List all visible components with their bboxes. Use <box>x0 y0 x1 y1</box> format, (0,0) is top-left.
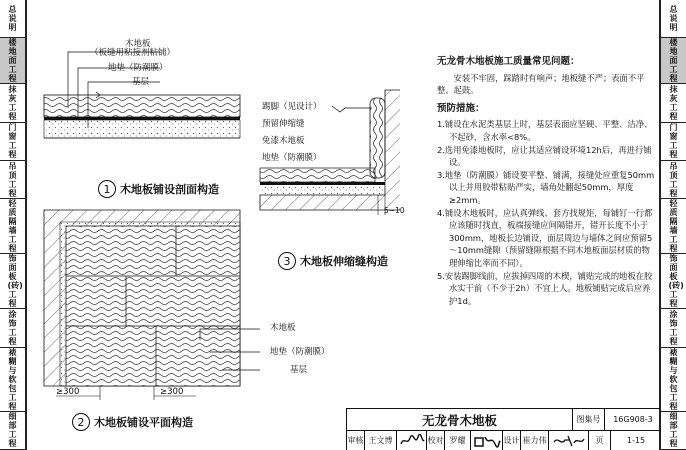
fig2-label-base: 基层 <box>290 365 308 375</box>
measure-item: 2.选用免漆地板时，应让其适应铺设环境12h后，再进行铺设。 <box>437 144 652 168</box>
fig3-label-board: 免漆木地板 <box>262 136 305 146</box>
right-tab[interactable] <box>660 0 686 38</box>
fig3-dim: 5~10 <box>384 206 405 215</box>
right-section-tabs <box>660 0 686 450</box>
right-tab-label: 总说明 <box>669 5 678 33</box>
fig3-caption <box>278 252 388 270</box>
review-signature <box>397 431 427 450</box>
design-name: 崔力伟 <box>521 431 549 450</box>
fig1-label-board: 木地板 <box>125 39 151 49</box>
right-tab[interactable] <box>660 412 686 450</box>
right-tab-label: 饰面板(砖)工程 <box>668 254 684 309</box>
fig3-label-pad: 地垫（防潮膜） <box>262 153 322 163</box>
left-tab-label: 细部工程 <box>8 412 17 449</box>
fig2-caption-text: 木地板铺设平面构造 <box>94 416 193 429</box>
design-label: 设计 <box>503 431 521 450</box>
right-tab-label: 抹灰工程 <box>669 84 678 121</box>
left-tab-label: 饰面板(砖)工程 <box>7 254 23 309</box>
check-signature <box>471 431 503 450</box>
measures-title: 预防措施： <box>437 102 485 114</box>
right-tab[interactable] <box>660 348 686 412</box>
fig1-label-pad: 地垫（防潮膜） <box>108 63 168 73</box>
right-tab[interactable] <box>660 123 686 161</box>
right-tab[interactable] <box>660 38 686 84</box>
fig1-caption-text: 木地板铺设剖面构造 <box>120 183 219 196</box>
fig3-label-gap: 预留伸缩缝 <box>262 119 305 129</box>
fig3-number: 3 <box>278 252 296 270</box>
page-number: 1-15 <box>611 431 661 450</box>
right-tab-label: 轻质隔墙工程 <box>669 199 678 254</box>
left-tab-label: 抹灰工程 <box>8 84 17 121</box>
right-tab-label: 楼地面工程 <box>669 38 678 84</box>
left-tab-label: 门窗工程 <box>8 123 17 160</box>
right-tab-label: 吊顶工程 <box>669 161 678 198</box>
right-tab[interactable] <box>660 161 686 199</box>
right-tab[interactable] <box>660 84 686 122</box>
right-tab-label: 细部工程 <box>669 412 678 449</box>
fig2-dim-right: ≥300 <box>160 387 184 397</box>
fig3-label-skirting: 踢脚（见设计） <box>262 102 322 112</box>
left-tab-label: 涂饰工程 <box>8 309 17 346</box>
fig2-plan <box>44 210 260 400</box>
right-tab-label: 涂饰工程 <box>669 309 678 346</box>
measure-item: 4.铺设木地板时，应认真弹线、套方找规矩，每铺钉一行都应该随时找直，板端接缝应间隔错开，错开长度不小于300mm，地板长边铺设，面层周边与墙体之间应预留5～10mm缝隙（预留缝隙根据不同木地板面层材质的物理伸缩比率而不同）。 <box>437 207 653 268</box>
right-tab-label: 门窗工程 <box>669 123 678 160</box>
page-label: 页 <box>589 431 611 450</box>
fig1-caption <box>98 180 219 198</box>
fig1-number: 1 <box>98 180 116 198</box>
atlas-label: 图集号 <box>573 409 605 431</box>
right-tab[interactable] <box>660 199 686 254</box>
left-tab-label: 楼地面工程 <box>8 38 17 84</box>
measure-item: 1.铺设在水泥类基层上时，基层表面应坚硬、平整、洁净、不起砂，含水率<8%。 <box>437 119 653 142</box>
fig2-label-pad: 地垫（防潮膜） <box>270 347 330 357</box>
left-tab-label: 总说明 <box>8 5 17 33</box>
fig2-number: 2 <box>72 413 90 431</box>
right-tab[interactable] <box>660 254 686 309</box>
review-label: 审核 <box>347 431 365 450</box>
notes-panel <box>437 56 655 307</box>
measure-item: 3.地垫（防潮膜）铺设要平整、铺满，接缝处应重复50mm以上并用胶带粘贴严实，墙角处翻起50mm，厚度≥2mm。 <box>437 169 655 205</box>
drawing-title: 无龙骨木地板 <box>347 409 573 431</box>
right-tab[interactable] <box>660 309 686 347</box>
atlas-number: 16G908-3 <box>605 409 661 431</box>
notes-title: 无龙骨木地板施工质量常见问题： <box>437 56 580 67</box>
notes-problem: 安装不牢固，踩踏时有响声；地板缝不严；表面不平整、起鼓。 <box>437 72 645 96</box>
fig2-label-board: 木地板 <box>270 323 296 333</box>
left-tab[interactable] <box>0 412 26 450</box>
left-tab-label: 吊顶工程 <box>8 161 17 198</box>
fig2-dim-left: ≥300 <box>56 387 80 397</box>
check-name: 罗耀 <box>445 431 471 450</box>
left-tab-label: 轻质隔墙工程 <box>8 199 17 254</box>
measure-item: 5.安装踢脚线前，应拔掉四周的木楔，铺贴完成的地板在胶水实干前（不少于2h）不宜上人。地板铺贴完成后应养护1d。 <box>437 270 653 306</box>
review-name: 王文博 <box>365 431 397 450</box>
check-label: 校对 <box>427 431 445 450</box>
design-signature <box>549 431 589 450</box>
fig3-caption-text: 木地板伸缩缝构造 <box>300 255 388 268</box>
right-tab-label: 裱糊与软包工程 <box>669 347 678 411</box>
fig1-label-board-note: （板缝用粘接剂粘铺） <box>90 48 176 58</box>
left-tab-label: 裱糊与软包工程 <box>8 347 17 411</box>
title-block <box>346 408 660 450</box>
fig1-label-base: 基层 <box>132 77 150 87</box>
fig2-caption <box>72 413 193 431</box>
